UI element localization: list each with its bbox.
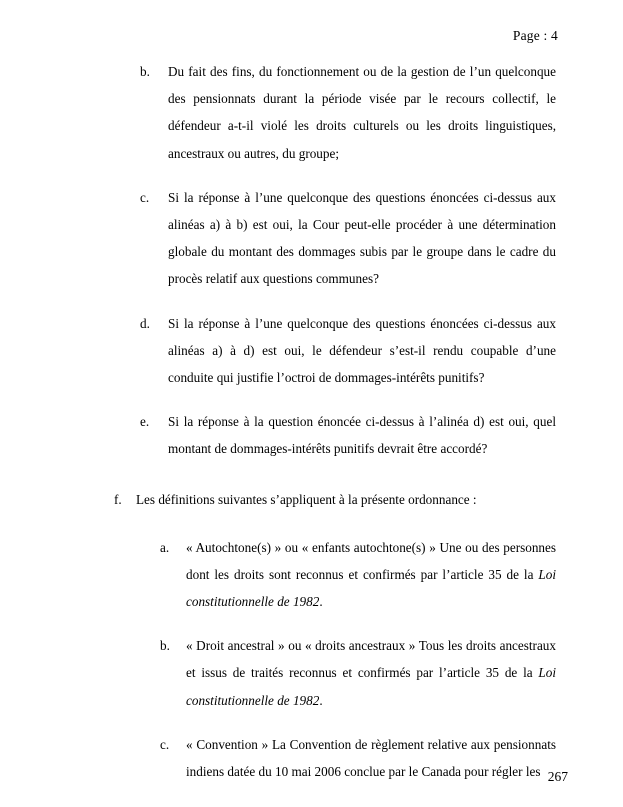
list-item-marker: d. (140, 315, 150, 331)
list-item-text: Si la réponse à la question énoncée ci-dessus à l’alinéa d) est oui, quel montant de dommages-intérêts punitifs devrait être accordé? (168, 414, 556, 457)
list-item (140, 408, 556, 462)
definition-text (186, 731, 556, 785)
definitions-intro (114, 486, 556, 513)
list-item-marker: b. (140, 64, 150, 79)
definition-marker: c. (160, 736, 170, 752)
list-item-text: Si la réponse à l’une quelconque des questions énoncées ci-dessus aux alinéas a) à b) est oui, la Cour peut-elle procéder à une détermination globale du montant des dommages subis par le groupe dans le cadre du procès relatif aux questions communes? (168, 189, 556, 287)
definition-text-after: . (319, 594, 323, 609)
definition-text (186, 534, 556, 616)
definition-item (160, 731, 556, 785)
definition-marker: a. (160, 539, 170, 555)
list-item-marker: e. (140, 414, 150, 430)
definition-text (186, 632, 556, 714)
list-item (140, 184, 556, 293)
definition-item (160, 632, 556, 714)
definition-text-italic: Loi constitutionnelle de 1982 (186, 566, 556, 609)
definition-text-before: « Droit ancestral » ou « droits ancestraux » Tous les droits ancestraux et issus de traités reconnus et confirmés par l’article 35 de la (186, 638, 556, 681)
page-footer-number: 267 (547, 769, 568, 784)
definition-text-after: . (319, 692, 323, 708)
definition-item (160, 534, 556, 616)
page-header: Page : 4 (512, 28, 558, 43)
list-item (140, 58, 556, 167)
list-item (140, 310, 556, 392)
definition-text-before: « Autochtone(s) » ou « enfants autochtone(s) » Une ou des personnes dont les droits sont reconnus et confirmés par l’article 35 de la (186, 539, 556, 582)
definition-text-italic: Loi constitutionnelle de 1982 (186, 665, 556, 708)
list-item-text: Si la réponse à l’une quelconque des questions énoncées ci-dessus aux alinéas a) à d) est oui, le défendeur s’est-il rendu coupable d’une conduite qui justifie l’octroi de dommages-intérêts punitifs? (168, 315, 556, 385)
definition-text-before: « Convention » La Convention de règlement relative aux pensionnats indiens datée du 10 mai 2006 conclue par le Canada pour régler les (186, 736, 556, 779)
definitions-intro-marker: f. (114, 492, 122, 508)
list-item-text: Du fait des fins, du fonctionnement ou de la gestion de l’un quelconque des pensionnats durant la période visée par le recours collectif, le défendeur a-t-il violé les droits culturels ou les droits linguistiques, ancestraux ou autres, du groupe; (168, 64, 556, 161)
definitions-intro-text: Les définitions suivantes s’appliquent à la présente ordonnance : (136, 492, 477, 508)
list-item-marker: c. (140, 189, 150, 205)
definition-marker: b. (160, 638, 170, 654)
